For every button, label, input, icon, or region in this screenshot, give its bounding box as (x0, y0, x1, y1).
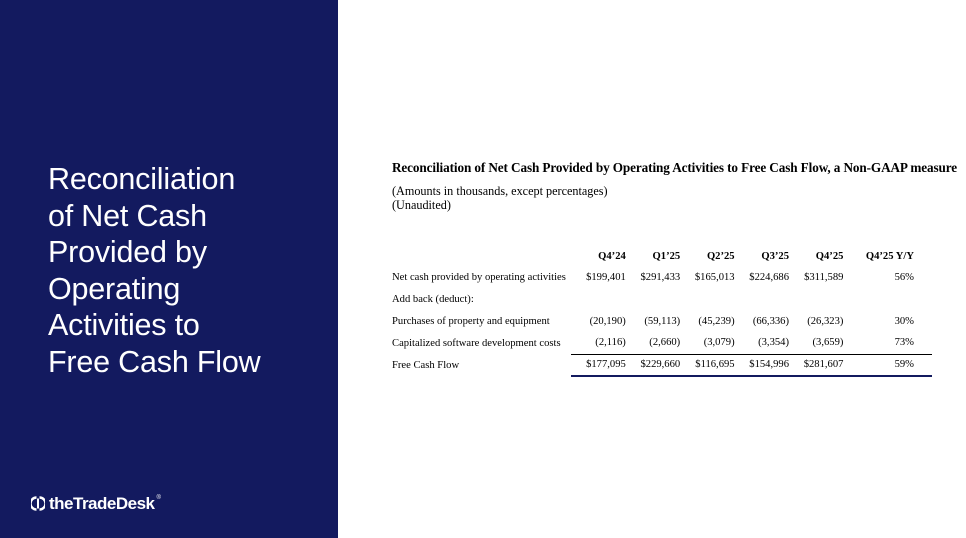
column-header: Q4’24 (598, 250, 626, 262)
table-row (392, 289, 932, 311)
row-label: Purchases of property and equipment (392, 315, 550, 327)
slide-title-line: Operating (48, 271, 181, 306)
slide-title (48, 161, 333, 380)
table-cell: (3,354) (758, 337, 790, 349)
unaudited-note: (Unaudited) (392, 198, 451, 212)
table-cell: (2,660) (649, 337, 681, 349)
table-cell: (2,116) (595, 337, 626, 349)
slide-title-line: Provided by (48, 235, 207, 269)
document-heading: Reconciliation of Net Cash Provided by Operating Activities to Free Cash Flow, a Non-GAAP measure (392, 160, 958, 175)
row-label: Add back (deduct): (392, 294, 474, 306)
slide-title-line: Free Cash Flow (48, 344, 261, 379)
column-header (392, 245, 571, 267)
table-cell (789, 289, 843, 311)
table-cell: (20,190) (589, 315, 626, 327)
row-label: Capitalized software development costs (392, 337, 561, 349)
table-cell: $165,013 (694, 272, 735, 284)
table-row (392, 267, 932, 289)
column-header: Q4’25 (815, 250, 844, 262)
slide-title-line: Activities to (48, 308, 200, 342)
table-row (392, 332, 932, 354)
table-cell: (26,323) (807, 315, 844, 327)
table-cell: 73% (894, 337, 914, 349)
table-cell: $229,660 (626, 354, 680, 376)
reconciliation-table (392, 245, 932, 377)
table-cell: (45,239) (698, 315, 735, 327)
table-row (392, 310, 932, 332)
table-row-total (392, 354, 932, 376)
table-cell: 30% (894, 315, 914, 327)
column-header: Q1’25 (652, 250, 681, 262)
table-cell: (3,659) (812, 337, 844, 349)
table-cell: $281,607 (789, 354, 843, 376)
table-cell: $116,695 (680, 354, 734, 376)
table-cell: $291,433 (640, 272, 681, 284)
row-label: Free Cash Flow (392, 359, 460, 371)
table-header-row (392, 245, 932, 267)
table-cell: $154,996 (735, 354, 789, 376)
document-notes (392, 184, 608, 212)
table-cell: $199,401 (586, 272, 626, 284)
table-cell: 59% (843, 354, 932, 376)
trade-desk-logo-icon (31, 496, 45, 511)
table-cell (843, 289, 932, 311)
table-cell (626, 289, 680, 311)
table-cell: $311,589 (804, 272, 844, 284)
table-cell (571, 289, 625, 311)
slide-title-line: Reconciliation (48, 162, 236, 196)
table-cell: 56% (894, 272, 914, 284)
row-label: Net cash provided by operating activities (392, 272, 566, 284)
table-cell: $177,095 (571, 354, 625, 376)
column-header: Q2’25 (706, 250, 735, 262)
table-cell: (66,336) (752, 315, 790, 327)
table-cell (735, 289, 789, 311)
slide-title-line: of Net Cash (48, 198, 207, 233)
table-cell: $224,686 (749, 272, 790, 284)
logo-wordmark: theTradeDesk (49, 494, 155, 513)
reconciliation-document (392, 0, 958, 538)
company-logo (31, 495, 161, 512)
amounts-note: (Amounts in thousands, except percentages) (392, 184, 608, 198)
table-cell: (59,113) (644, 315, 681, 327)
table-cell (680, 289, 734, 311)
column-header: Q4’25 Y/Y (865, 250, 914, 262)
title-panel (0, 0, 338, 538)
table-cell: (3,079) (703, 337, 735, 349)
column-header: Q3’25 (761, 250, 790, 262)
logo-trademark: ® (156, 495, 161, 501)
